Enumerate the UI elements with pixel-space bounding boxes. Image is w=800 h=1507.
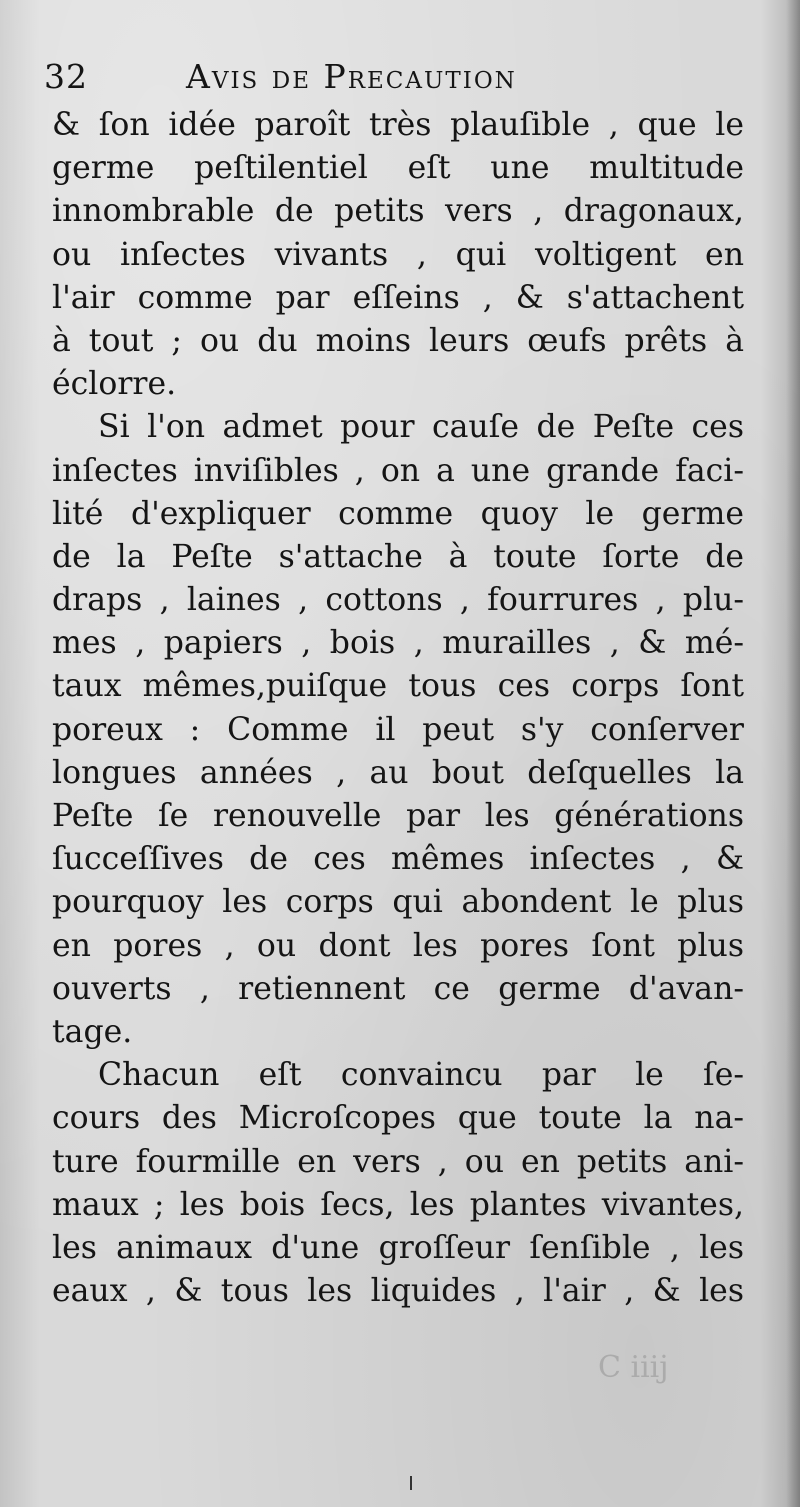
page-number: 32	[44, 57, 88, 96]
text-line: pourquoy les corps qui abondent le plus	[52, 884, 744, 921]
running-title: Avis de Precaution	[186, 57, 517, 96]
running-head	[44, 52, 744, 102]
text-line: draps , laines , cottons , fourrures , plu-	[52, 582, 744, 619]
text-line: germe peſtilentiel eſt une multitude	[52, 150, 744, 187]
text-line: & ſon idée paroît très plauſible , que le	[52, 107, 744, 143]
text-line: ouverts , retiennent ce germe d'avan-	[52, 970, 744, 1007]
text-line: innombrable de petits vers , dragonaux,	[52, 193, 744, 230]
text-line: en pores , ou dont les pores ſont plus	[52, 927, 744, 964]
text-line: ou inſectes vivants , qui voltigent en	[52, 236, 744, 273]
page-edge-shadow	[786, 0, 800, 1507]
text-line: mes , papiers , bois , murailles , & mé-	[52, 625, 744, 662]
text-line: poreux : Comme il peut s'y conſerver	[52, 711, 744, 748]
paragraph-first-line: Chacun eſt convaincu par le ſe-	[98, 1057, 744, 1094]
page-mark	[410, 1476, 412, 1490]
paragraph-first-line: Si l'on admet pour cauſe de Peſte ces	[98, 409, 744, 446]
text-line: ſucceſſives de ces mêmes inſectes , &	[52, 841, 744, 878]
signature-mark: C iiij	[598, 1350, 669, 1385]
text-line: cours des Microſcopes que toute la na-	[52, 1100, 744, 1137]
text-line: longues années , au bout deſquelles la	[52, 754, 744, 791]
text-line: éclorre.	[52, 366, 177, 403]
text-line: lité d'expliquer comme quoy le germe	[52, 495, 744, 532]
body-text	[52, 104, 744, 1313]
text-line: tage.	[52, 1013, 133, 1050]
text-line: taux mêmes,puiſque tous ces corps ſont	[52, 668, 744, 705]
text-line: Peſte ſe renouvelle par les générations	[52, 798, 744, 834]
text-line: ture fourmille en vers , ou en petits ani-	[52, 1143, 744, 1180]
text-line: inſectes inviſibles , on a une grande faci-	[52, 452, 744, 489]
text-line: l'air comme par eſſeins , & s'attachent	[52, 279, 744, 316]
text-line: maux ; les bois ſecs, les plantes vivantes,	[52, 1186, 744, 1223]
text-line: à tout ; ou du moins leurs œufs prêts à	[52, 322, 744, 359]
text-line: de la Peſte s'attache à toute ſorte de	[52, 538, 744, 575]
text-line: les animaux d'une groſſeur ſenſible , les	[52, 1229, 744, 1266]
text-line: eaux , & tous les liquides , l'air , & les	[52, 1273, 744, 1310]
